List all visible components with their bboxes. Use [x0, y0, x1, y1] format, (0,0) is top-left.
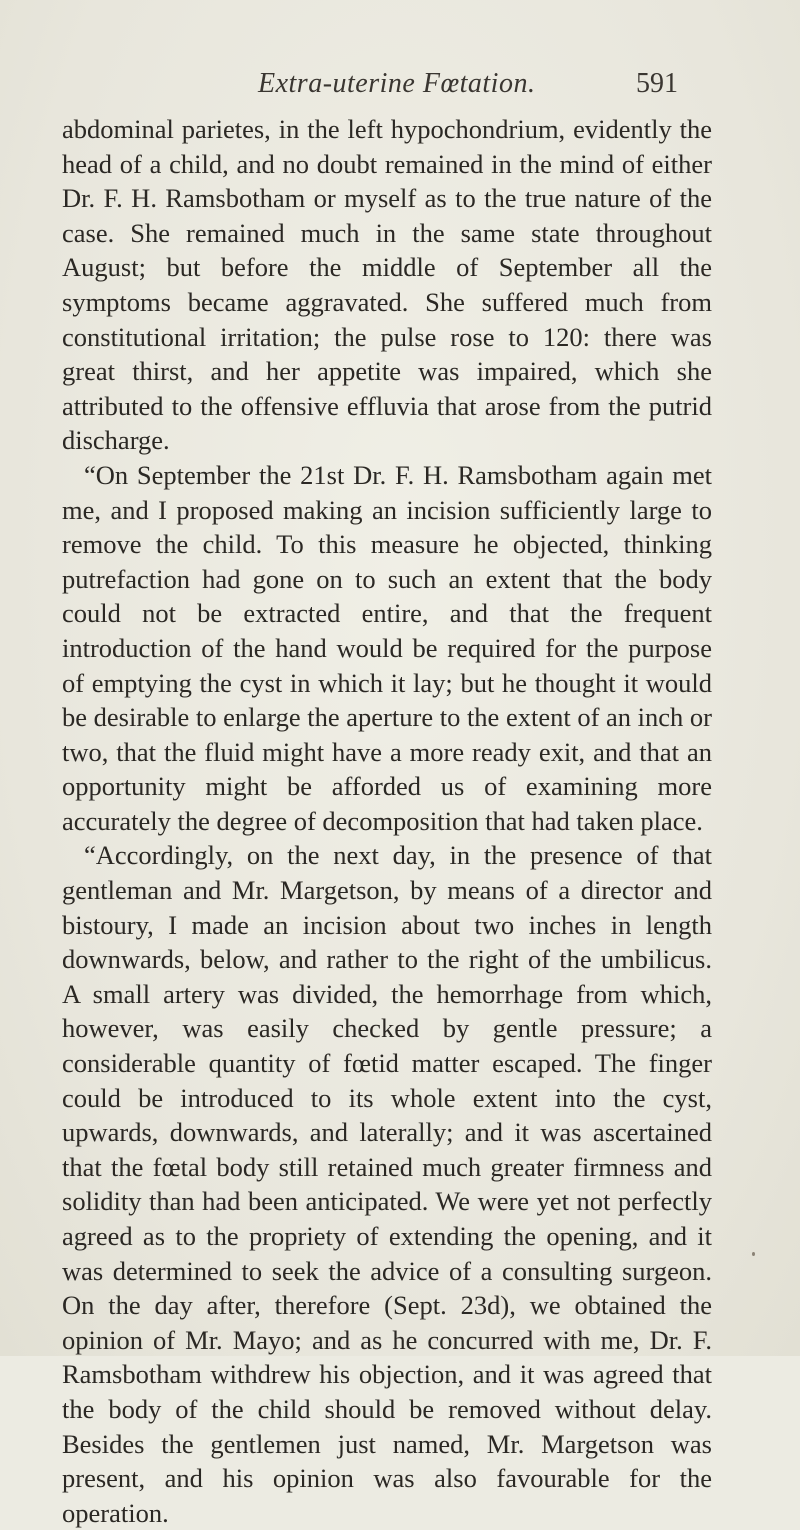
paragraph-continuation: abdominal parietes, in the left hypochondrium, evidently the head of a child, and no doubt remained in the mind of either Dr. F. H. Ramsbotham or myself as to the true nature of the case. She remained much in the same state throughout August; but before the middle of September all the symptoms became aggravated. She suffered much from constitutional irritation; the pulse rose to 120: there was great thirst, and her appetite was impaired, which she attributed to the offensive effluvia that arose from the putrid discharge. — [62, 114, 712, 456]
paragraph-september-21: “On September the 21st Dr. F. H. Ramsbotham again met me, and I proposed making an incision sufficiently large to remove the child. To this measure he objected, thinking putrefaction had gone on to such an extent that the body could not be extracted entire, and that the frequent introduction of the hand would be required for the purpose of emptying the cyst in which it lay; but he thought it would be desirable to enlarge the aperture to the extent of an inch or two, that the fluid might have a more ready exit, and that an opportunity might be afforded us of examining more accurately the degree of decomposition that had taken place. — [62, 459, 712, 836]
running-title: Extra-uterine Fœtation. — [258, 68, 536, 99]
paper-speck — [752, 1252, 755, 1256]
page-number: 591 — [636, 68, 678, 99]
body-text — [62, 112, 712, 1530]
paragraph-accordingly: “Accordingly, on the next day, in the presence of that gentleman and Mr. Margetson, by means of a director and bistoury, I made an incision about two inches in length downwards, below, and rather to the right of the umbilicus. A small artery was divided, the hemorrhage from which, however, was easily checked by gentle pressure; a considerable quantity of fœtid matter escaped. The finger could be introduced to its whole extent into the cyst, upwards, downwards, and laterally; and it was ascertained that the fœtal body still retained much greater firmness and solidity than had been anticipated. We were yet not perfectly agreed as to the propriety of extending the opening, and it was determined to seek the advice of a consulting surgeon. On the day after, therefore (Sept. 23d), we obtained the opinion of Mr. Mayo; and as he concurred with me, Dr. F. Ramsbotham withdrew his objection, and it was agreed that the body of the child should be removed without delay. Besides the gentlemen just named, Mr. Margetson was present, and his opinion was also favourable for the operation. — [62, 840, 712, 1528]
running-head — [0, 62, 800, 102]
